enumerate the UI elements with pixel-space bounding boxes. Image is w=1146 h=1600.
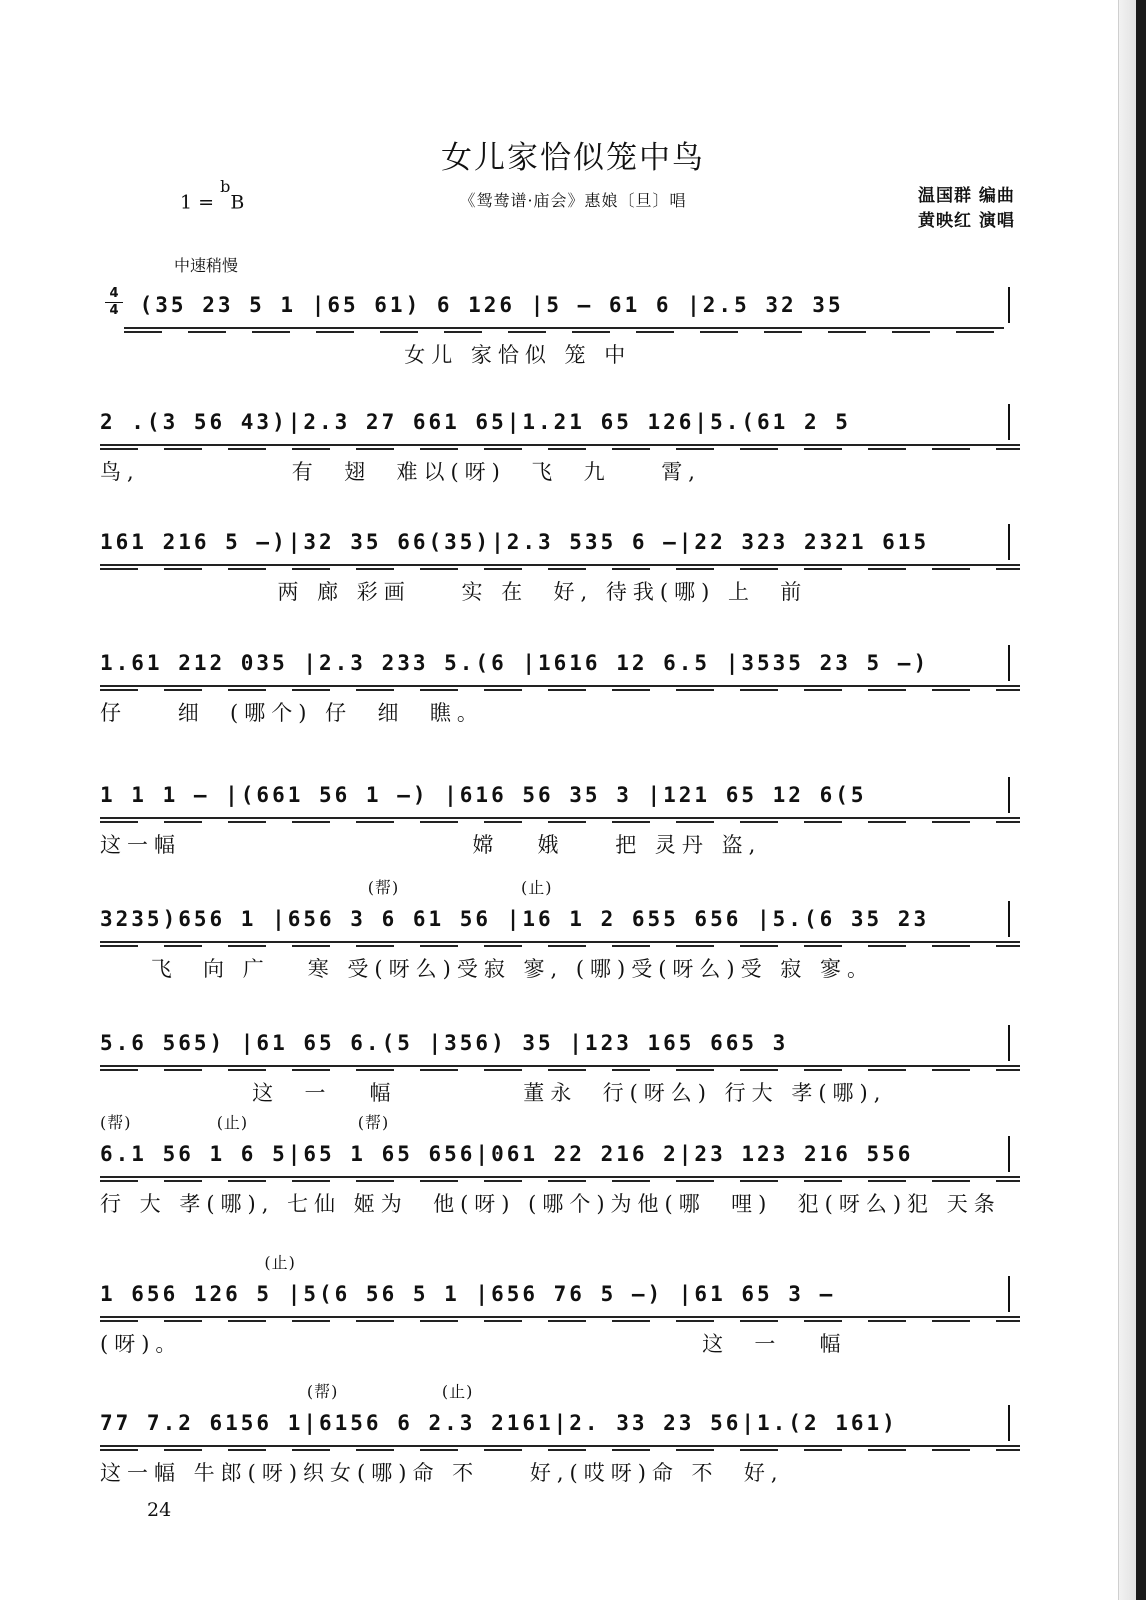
system-5-end-barline [1008,777,1010,813]
system-7-notes: 5.6 565) |61 65 6.(5 |356) 35 |123 165 665 3 [100,1031,1020,1071]
system-9-end-barline [1008,1276,1010,1312]
score-system-8 [0,1113,1146,1228]
system-9-lyrics: (呀)。 这 一 幅 [100,1332,847,1356]
score-system-3 [0,524,1146,616]
system-10-lyrics: 这一幅 牛郎(呀)织女(哪)命 不 好,(哎呀)命 不 好, [100,1461,784,1485]
score-system-4 [0,645,1146,737]
system-5-lyrics: 这一幅 嫦 娥 把 灵丹 盗, [100,833,762,857]
system-6-lyrics: 飞 向 广 寒 受(呀么)受寂 寥, (哪)受(呀么)受 寂 寥。 [100,957,874,981]
system-7-end-barline [1008,1025,1010,1061]
key-flat: b [220,177,231,196]
system-5-notes: 1 1 1 — |(661 56 1 —) |616 56 35 3 |121 65 12 6(5 [100,783,1020,823]
score-system-10 [0,1382,1146,1497]
score-system-7 [0,1025,1146,1117]
system-2-notes: 2 .(3 56 43)|2.3 27 661 65|1.21 65 126|5.(61 2 5 [100,410,1020,450]
system-2-lyrics: 鸟, 有 翅 难以(呀) 飞 九 霄, [100,460,701,484]
system-8-lyrics: 行 大 孝(哪), 七仙 姬为 他(呀) (哪个)为他(哪 哩) 犯(呀么)犯 天条 [100,1192,1001,1216]
system-9-marks: (止) [100,1253,296,1272]
system-3-lyrics: 两 廊 彩画 实 在 好, 待我(哪) 上 前 [100,580,808,604]
system-1-end-barline [1008,287,1010,323]
score-system-2 [0,404,1146,496]
key-note: B [230,191,245,214]
system-9-notes: 1 656 126 5 |5(6 56 5 1 |656 76 5 —) |61 65 3 — [100,1282,1020,1322]
score-system-6 [0,878,1146,993]
score-system-5 [0,777,1146,869]
time-signature-bottom: 4 [109,303,119,318]
system-10-notes: 77 7.2 6156 1|6156 6 2.3 2161|2. 33 23 56|1.(2 161) [100,1411,1020,1451]
system-8-notes: 6.1 56 1 6 5|65 1 65 656|061 22 216 2|23 123 216 556 [100,1142,1020,1182]
score-system-1 [0,287,1146,379]
system-8-end-barline [1008,1136,1010,1172]
system-4-notes: 1.61 212 035 |2.3 233 5.(6 |1616 12 6.5 |3535 23 5 —) [100,651,1020,691]
system-4-lyrics: 仔 细 (哪个) 仔 细 瞧。 [100,701,484,725]
page-title: 女儿家恰似笼中鸟 [441,140,705,176]
tempo-marking: 中速稍慢 [174,256,239,275]
system-1-lyrics: 女儿 家恰似 笼 中 [100,343,632,367]
credit-arranger: 温国群 编曲 [918,186,1015,206]
system-6-notes: 3235)656 1 |656 3 6 61 56 |16 1 2 655 656 |5.(6 35 23 [100,907,1020,947]
system-8-marks: (帮) (止) (帮) [100,1113,390,1132]
system-1-notes: (35 23 5 1 |65 61) 6 126 |5 — 61 6 |2.5 32 35 [124,293,1004,333]
key-prefix: 1 = [180,191,215,214]
system-4-end-barline [1008,645,1010,681]
source-line: 《鸳鸯谱·庙会》惠娘〔旦〕唱 [459,191,687,210]
system-7-lyrics: 这 一 幅 董永 行(呀么) 行大 孝(哪), [100,1081,887,1105]
system-3-notes: 161 216 5 —)|32 35 66(35)|2.3 535 6 —|22 323 2321 615 [100,530,1020,570]
page-number: 24 [147,1499,172,1521]
credit-singer: 黄映红 演唱 [918,211,1015,231]
system-2-end-barline [1008,404,1010,440]
system-6-end-barline [1008,901,1010,937]
system-10-end-barline [1008,1405,1010,1441]
score-system-9 [0,1253,1146,1368]
time-signature-top: 4 [109,286,119,301]
system-6-marks: (帮) (止) [100,878,553,897]
system-10-marks: (帮) (止) [100,1382,474,1401]
system-3-end-barline [1008,524,1010,560]
